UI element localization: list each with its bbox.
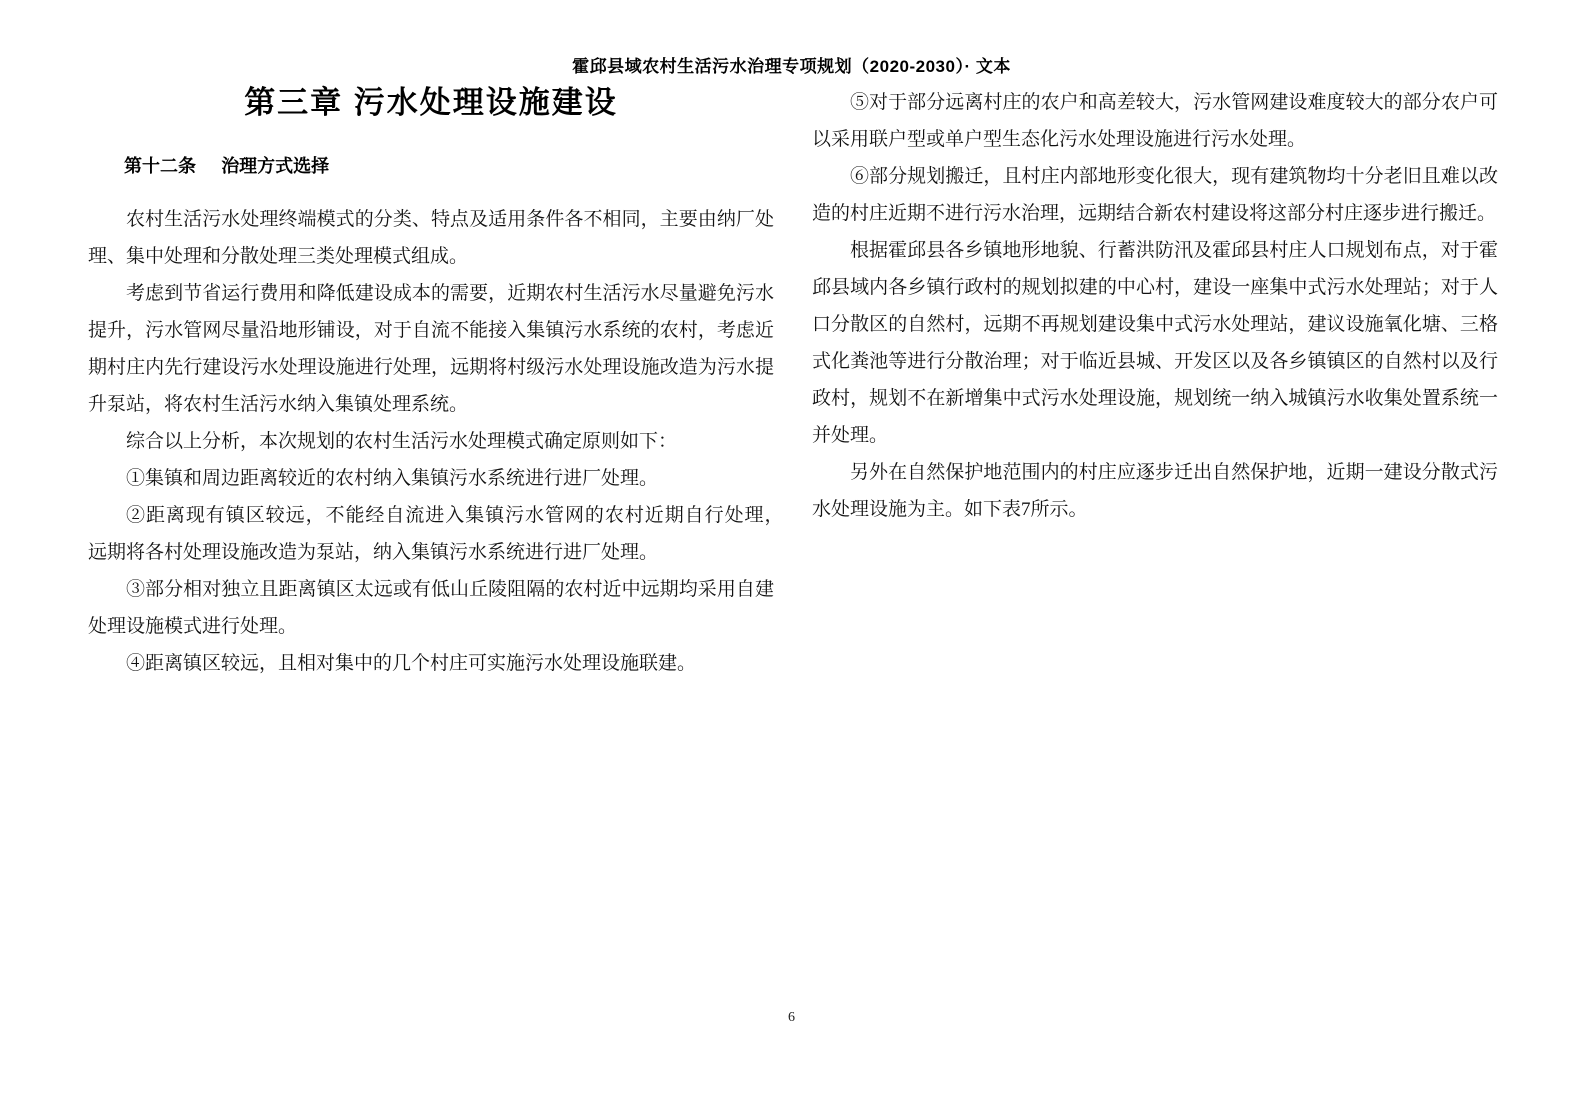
paragraph: 农村生活污水处理终端模式的分类、特点及适用条件各不相同，主要由纳厂处理、集中处理和分散处理三类处理模式组成。 [88,208,774,267]
paragraph: ①集镇和周边距离较近的农村纳入集镇污水系统进行进厂处理。 [126,467,659,489]
paragraph: ④距离镇区较远，且相对集中的几个村庄可实施污水处理设施联建。 [126,652,697,674]
section-number: 第十二条 [124,156,196,177]
section-title: 治理方式选择 [221,156,330,177]
paragraph: 另外在自然保护地范围内的村庄应逐步迁出自然保护地，近期一建设分散式污水处理设施为主。如下表7所示。 [812,462,1498,520]
page-footer [0,1010,1583,1026]
paragraph: 根据霍邱县各乡镇地形地貌、行蓄洪防汛及霍邱县村庄人口规划布点，对于霍邱县域内各乡镇行政村的规划拟建的中心村，建设一座集中式污水处理站；对于人口分散区的自然村，远期不再规划建设集中式污水处理站，建议设施氧化塘、三格式化粪池等进行分散治理；对于临近县城、开发区以及各乡镇镇区的自然村以及行政村，规划不在新增集中式污水处理设施，规划统一纳入城镇污水收集处置系统一并处理。 [812,240,1498,446]
section-heading [88,155,774,178]
paragraph: 考虑到节省运行费用和降低建设成本的需要，近期农村生活污水尽量避免污水提升，污水管网尽量沿地形铺设，对于自流不能接入集镇污水系统的农村，考虑近期村庄内先行建设污水处理设施进行处理，远期将村级污水处理设施改造为污水提升泵站，将农村生活污水纳入集镇处理系统。 [88,282,774,415]
page-number: 6 [788,1010,795,1025]
paragraph: 综合以上分析，本次规划的农村生活污水处理模式确定原则如下： [126,430,678,452]
left-column [88,84,794,682]
paragraph: ③部分相对独立且距离镇区太远或有低山丘陵阻隔的农村近中远期均采用自建处理设施模式进行处理。 [88,578,774,637]
left-column-paragraphs [88,201,794,682]
chapter-title: 第三章 污水处理设施建设 [244,85,618,120]
two-column-layout [88,84,1497,682]
right-column-paragraphs [812,84,1498,528]
paragraph: ⑥部分规划搬迁，且村庄内部地形变化很大，现有建筑物均十分老旧且难以改造的村庄近期不进行污水治理，远期结合新农村建设将这部分村庄逐步进行搬迁。 [812,166,1498,224]
paragraph: ②距离现有镇区较远，不能经自流进入集镇污水管网的农村近期自行处理， 远期将各村处理设施改造为泵站，纳入集镇污水系统进行进厂处理。 [88,504,794,563]
header-title: 霍邱县域农村生活污水治理专项规划（2020-2030）· 文本 [572,57,1011,76]
paragraph: ⑤对于部分远离村庄的农户和高差较大，污水管网建设难度较大的部分农户可以采用联户型或单户型生态化污水处理设施进行污水处理。 [812,92,1498,150]
page-header [0,52,1583,77]
right-column [812,84,1498,682]
